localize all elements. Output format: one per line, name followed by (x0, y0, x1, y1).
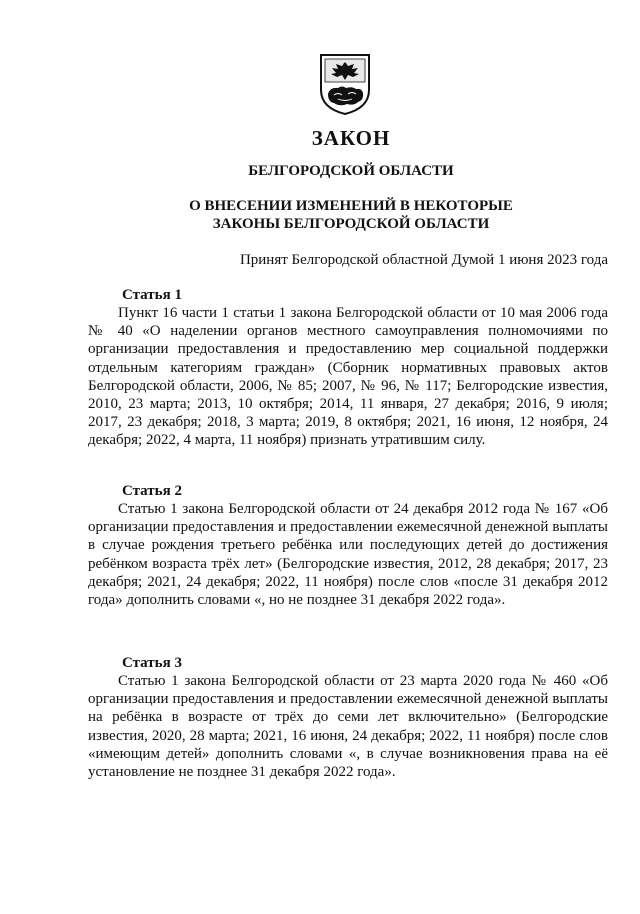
article-title: Статья 3 (122, 655, 182, 671)
article-3 (88, 654, 608, 781)
law-title: ЗАКОН (311, 126, 391, 150)
article-title: Статья 2 (122, 483, 182, 499)
article-1 (88, 286, 608, 450)
subject-line-1: О ВНЕСЕНИИ ИЗМЕНЕНИЙ В НЕКОТОРЫЕ (189, 198, 513, 214)
subject-line-2: ЗАКОНЫ БЕЛГОРОДСКОЙ ОБЛАСТИ (212, 216, 490, 232)
article-text: Статью 1 закона Белгородской области от 23 марта 2020 года № 460 «Об организации предоставления и предоставлении ежемесячной денежной выплаты на ребёнка в возрасте от трёх до семи лет включительно» (Белгородские известия, 2020, 28 марта; 2021, 16 июня, 24 декабря; 2022, 11 ноября) после слов «имеющим детей» дополнить словами «, в случае возникновения права на её установление не позднее 31 декабря 2022 года». (88, 673, 608, 781)
article-text: Пункт 16 части 1 статьи 1 закона Белгородской области от 10 мая 2006 года № 40 «О наделении органов местного самоуправления полномочиями по организации предоставления и предоставлению мер социальной поддержки отдельным категориям граждан» (Сборник нормативных правовых актов Белгородской области, 2006, № 85; 2007, № 96, № 117; Белгородские известия, 2010, 23 марта; 2013, 10 октября; 2014, 11 января, 27 декабря; 2016, 9 июля; 2017, 23 декабря; 2018, 3 марта; 2019, 8 октября; 2021, 16 июня, 12 ноября, 24 декабря; 2022, 4 марта, 11 ноября) признать утратившим силу. (88, 305, 608, 449)
article-text: Статью 1 закона Белгородской области от 24 декабря 2012 года № 167 «Об организации предоставления и предоставлении ежемесячной денежной выплаты в случае рождения третьего ребёнка или последующих детей до достижения ребёнком возраста трёх лет» (Белгородские известия, 2012, 28 декабря; 2017, 23 декабря; 2021, 24 декабря; 2022, 11 ноября) после слов «после 31 декабря 2012 года» дополнить словами «, но не позднее 31 декабря 2022 года». (88, 501, 608, 609)
adoption-note: Принят Белгородской областной Думой 1 июня 2023 года (239, 252, 608, 268)
region-title: БЕЛГОРОДСКОЙ ОБЛАСТИ (248, 163, 454, 179)
article-2 (88, 482, 608, 609)
article-title: Статья 1 (122, 287, 182, 303)
coat-of-arms-icon (318, 52, 372, 116)
